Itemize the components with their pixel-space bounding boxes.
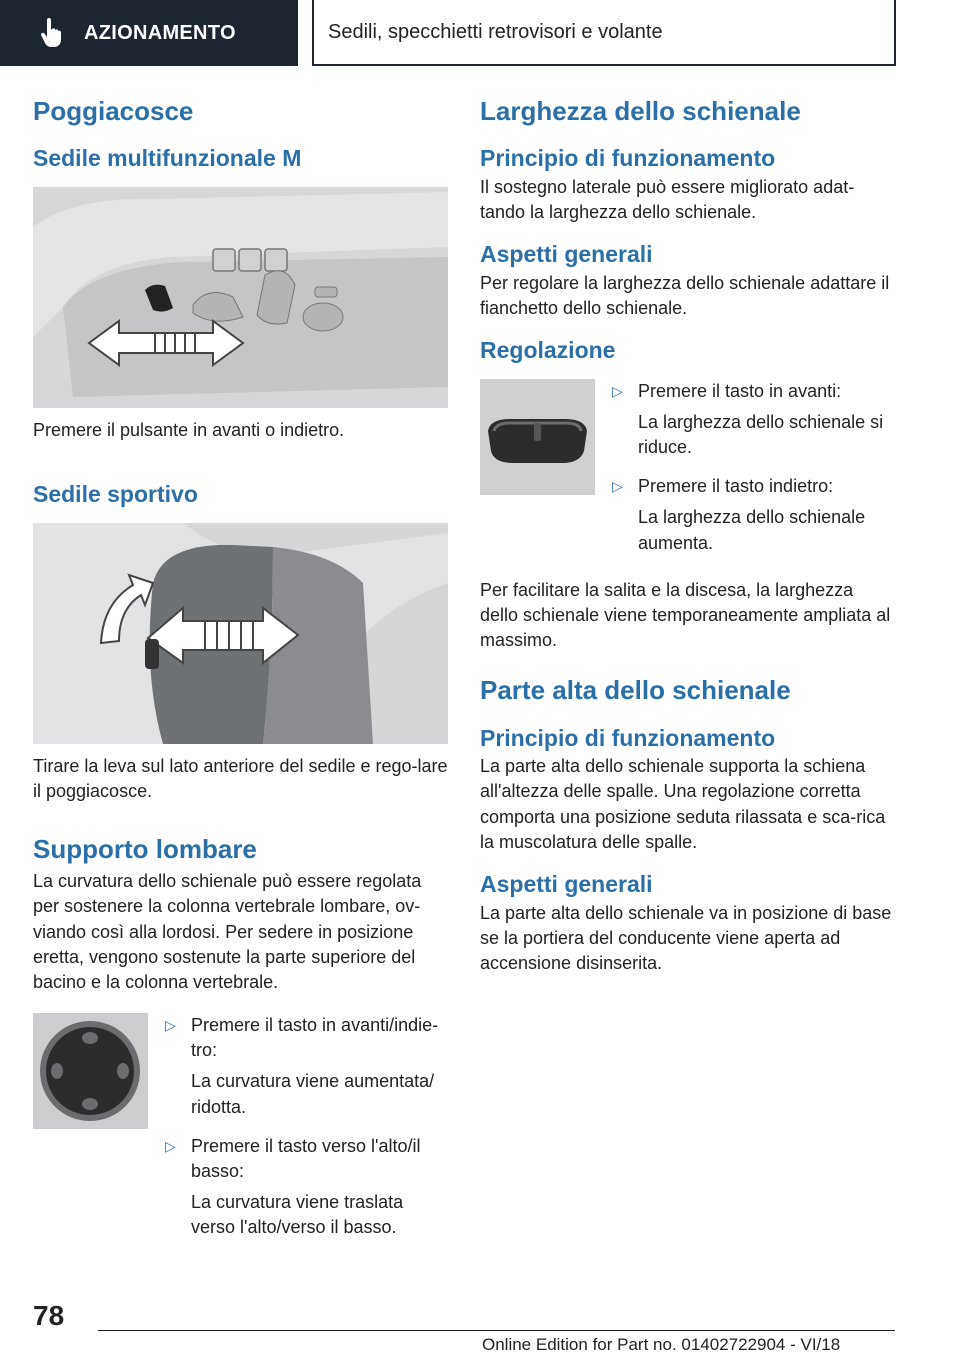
section-tab <box>0 0 298 66</box>
text-sportivo: Tirare la leva sul lato anteriore del sedile e rego-lare il poggiacosce. <box>33 755 448 801</box>
step-action: Premere il tasto in avanti: <box>638 380 842 401</box>
lombare-steps-block <box>33 1013 448 1255</box>
regolazione-steps-block <box>480 379 895 570</box>
lombare-step <box>165 1013 448 1126</box>
step-action: Premere il tasto verso l'alto/il basso: <box>191 1135 421 1181</box>
left-column <box>33 96 448 1255</box>
heading-sedile-sportivo: Sedile sportivo <box>33 480 198 507</box>
heading-sedile-multifunzionale: Sedile multifunzionale M <box>33 145 302 172</box>
lumbar-button-figure <box>33 1013 148 1129</box>
regolazione-step <box>612 474 895 562</box>
text-facilitare: Per facilitare la salita e la discesa, la larghezza dello schienale viene temporaneamente ampliata al massimo. <box>480 579 891 651</box>
width-button-figure <box>480 379 595 495</box>
text-aspetti-1: Per regolare la larghezza dello schienale adattare il fianchetto dello schienale. <box>480 272 890 318</box>
lombare-step <box>165 1134 448 1247</box>
text-aspetti-2: La parte alta dello schienale va in posizione di base se la portiera del conducente viene aperta ad accensione disinserita. <box>480 902 892 973</box>
step-action: Premere il tasto indietro: <box>638 476 834 497</box>
heading-supporto-lombare: Supporto lombare <box>33 833 257 864</box>
heading-regolazione: Regolazione <box>480 337 616 364</box>
heading-poggiacosce: Poggiacosce <box>33 96 194 126</box>
seat-controls-figure <box>33 187 448 408</box>
text-lombare: La curvatura dello schienale può essere regolata per sostenere la colonna vertebrale lombare, ov-viando così alla lordosi. Per sedere in posizione eretta, vengono sostenute la parte superiore del bacino e la colonna vertebrale. <box>33 871 422 992</box>
chapter-title: Sedili, specchietti retrovisori e volante <box>328 20 663 43</box>
heading-larghezza-schienale: Larghezza dello schienale <box>480 96 801 126</box>
triangle-bullet-icon: ▷ <box>165 1017 176 1034</box>
step-result: La larghezza dello schienale aumenta. <box>638 507 866 553</box>
triangle-bullet-icon: ▷ <box>612 382 623 399</box>
triangle-bullet-icon: ▷ <box>165 1137 176 1154</box>
heading-principio-1: Principio di funzionamento <box>480 145 776 172</box>
right-column <box>480 96 895 976</box>
edition-text: Online Edition for Part no. 01402722904 - VI/18 <box>482 1335 841 1354</box>
regolazione-steps <box>612 379 895 570</box>
heading-principio-2: Principio di funzionamento <box>480 724 776 751</box>
heading-aspetti-1: Aspetti generali <box>480 241 653 268</box>
text-principio-2: La parte alta dello schienale supporta la schiena all'altezza delle spalle. Una regolazione corretta comporta una posizione seduta rilassata e sca-rica la muscolatura delle spalle. <box>480 756 886 852</box>
lombare-steps <box>165 1013 448 1255</box>
regolazione-step <box>612 379 895 467</box>
heading-aspetti-2: Aspetti generali <box>480 870 653 897</box>
hand-pointer-icon <box>40 18 64 48</box>
text-multifunzionale: Premere il pulsante in avanti o indietro. <box>33 419 345 440</box>
step-result: La curvatura viene traslata verso l'alto/verso il basso. <box>191 1192 404 1238</box>
footer-divider <box>98 1330 895 1331</box>
chapter-box <box>312 0 896 66</box>
heading-parte-alta: Parte alta dello schienale <box>480 675 791 706</box>
page-header <box>0 0 960 66</box>
sport-seat-figure <box>33 523 448 744</box>
page-number: 78 <box>33 1300 65 1331</box>
section-label: AZIONAMENTO <box>84 21 236 44</box>
text-principio-1: Il sostegno laterale può essere migliorato adat-tando la larghezza dello schienale. <box>480 176 855 222</box>
step-result: La curvatura viene aumentata/ ridotta. <box>191 1071 435 1117</box>
triangle-bullet-icon: ▷ <box>612 478 623 495</box>
step-result: La larghezza dello schienale si riduce. <box>638 411 884 458</box>
step-action: Premere il tasto in avanti/indie-tro: <box>191 1015 439 1061</box>
